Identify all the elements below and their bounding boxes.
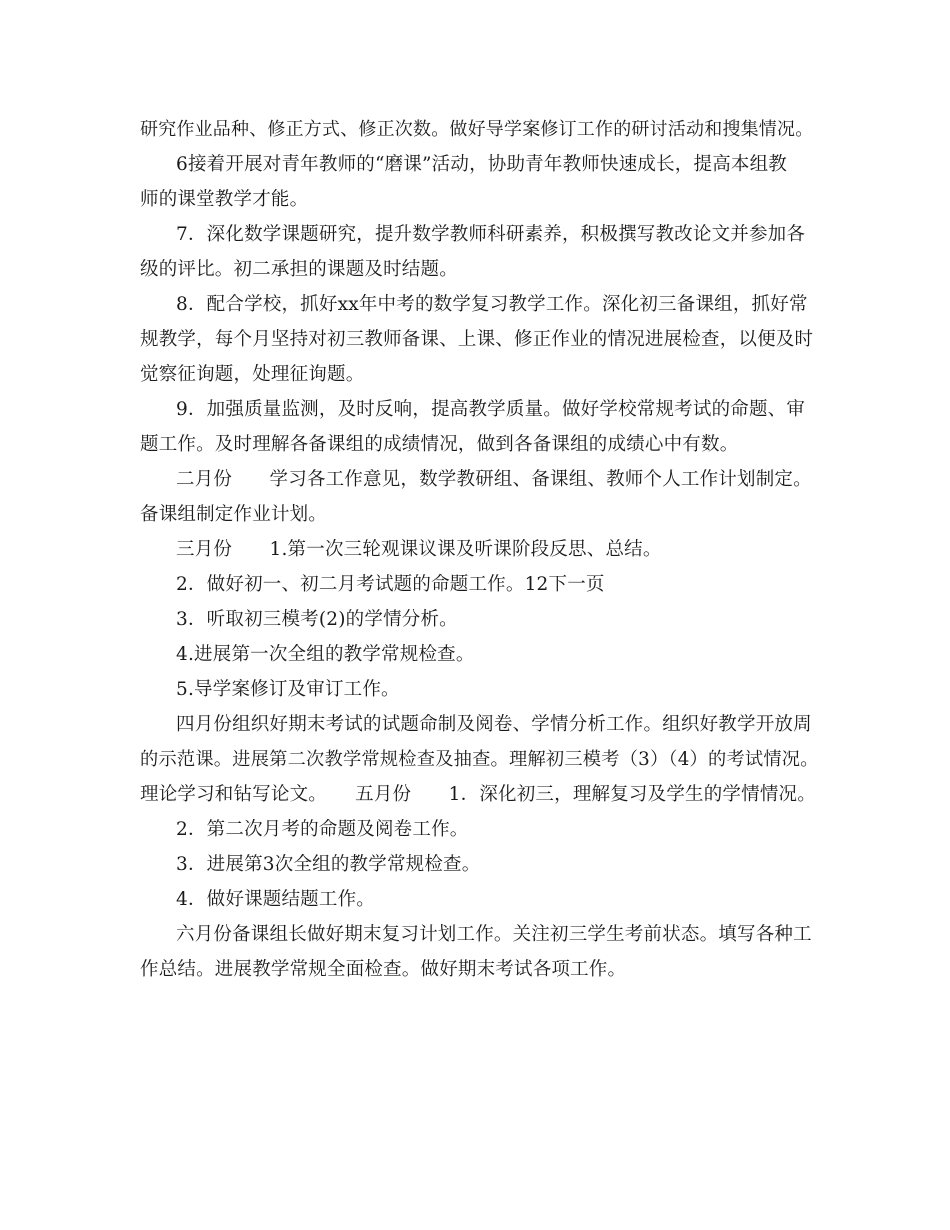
- text-line: 四月份组织好期末考试的试题命制及阅卷、学情分析工作。组织好教学开放周: [176, 714, 812, 735]
- text-line: 作总结。进展教学常规全面检查。做好期末考试各项工作。: [140, 959, 627, 980]
- text-line: 4．做好课题结题工作。: [176, 889, 375, 910]
- text-line: 9．加强质量监测，及时反响，提高教学质量。做好学校常规考试的命题、审: [176, 399, 806, 420]
- text-line: 级的评比。初二承担的课题及时结题。: [140, 259, 458, 280]
- text-line: 6接着开展对青年教师的“磨课”活动，协助青年教师快速成长，提高本组教: [176, 154, 787, 175]
- text-line: 4.进展第一次全组的教学常规检查。: [176, 644, 475, 665]
- text-line: 2．做好初一、初二月考试题的命题工作。12下一页: [176, 574, 605, 595]
- text-line: 理论学习和钻写论文。 五月份 1．深化初三，理解复习及学生的学情情况。: [140, 784, 816, 805]
- text-line: 5.导学案修订及审订工作。: [176, 679, 400, 700]
- text-line: 六月份备课组长做好期末复习计划工作。关注初三学生考前状态。填写各种工: [176, 924, 812, 945]
- text-line: 2．第二次月考的命题及阅卷工作。: [176, 819, 469, 840]
- text-line: 备课组制定作业计划。: [140, 504, 328, 525]
- text-line: 师的课堂教学才能。: [140, 189, 309, 210]
- text-line: 二月份 学习各工作意见，数学教研组、备课组、教师个人工作计划制定。: [176, 469, 812, 490]
- text-line: 规教学，每个月坚持对初三教师备课、上课、修正作业的情况进展检查，以便及时: [140, 329, 814, 350]
- text-line: 题工作。及时理解各备课组的成绩情况，做到各备课组的成绩心中有数。: [140, 434, 739, 455]
- text-line: 觉察征询题，处理征询题。: [140, 364, 365, 385]
- text-line: 3．听取初三模考(2)的学情分析。: [176, 609, 458, 630]
- text-line: 研究作业品种、修正方式、修正次数。做好导学案修订工作的研讨活动和搜集情况。: [140, 119, 814, 140]
- text-line: 3．进展第3次全组的教学常规检查。: [176, 854, 481, 875]
- text-line: 7．深化数学课题研究，提升数学教师科研素养，积极撰写教改论文并参加各: [176, 224, 806, 245]
- text-line: 的示范课。进展第二次教学常规检查及抽查。理解初三模考（3）（4）的考试情况。: [140, 749, 819, 770]
- text-line: 8．配合学校，抓好xx年中考的数学复习教学工作。深化初三备课组，抓好常: [176, 294, 808, 315]
- text-line: 三月份 1.第一次三轮观课议课及听课阶段反思、总结。: [176, 539, 662, 560]
